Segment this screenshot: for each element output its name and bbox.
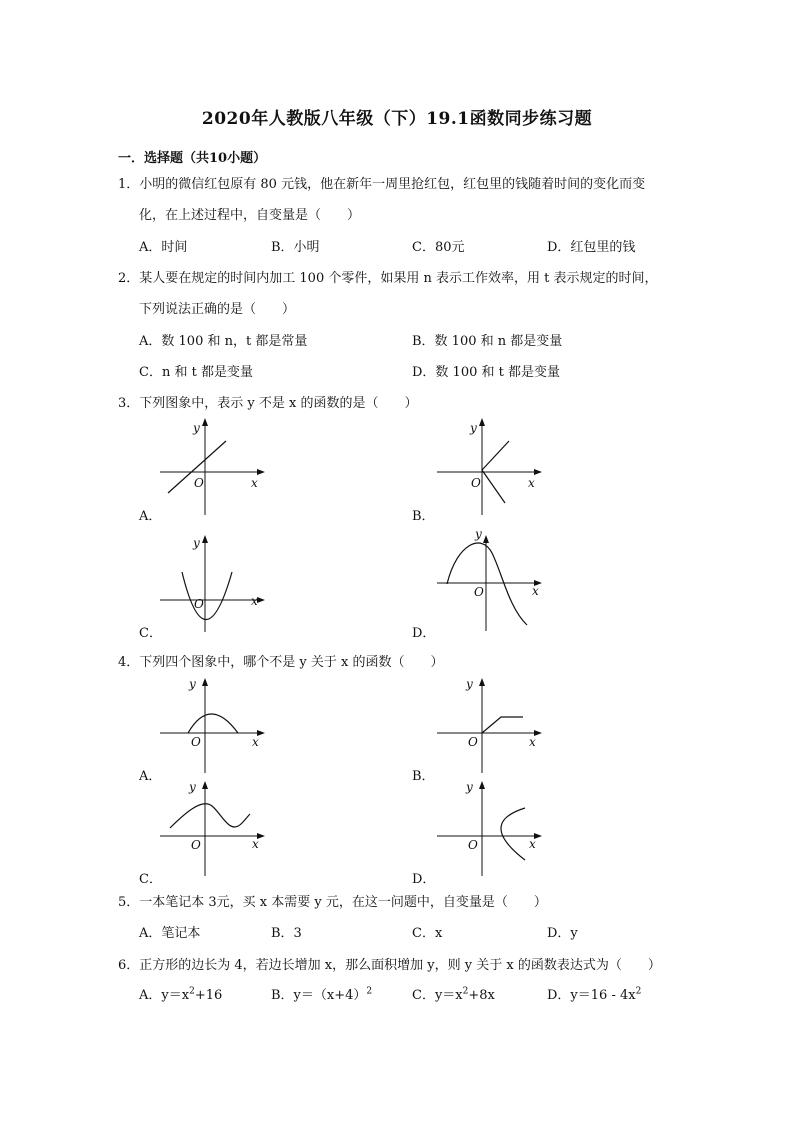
- x-axis-arrow: [257, 469, 265, 475]
- q4-option-a: A．: [139, 769, 162, 784]
- x-label: x: [252, 837, 259, 851]
- q4-graph-a: [160, 675, 270, 780]
- q4-option-b: B．: [412, 769, 435, 784]
- section-heading: 一．选择题（共10小题）: [118, 151, 267, 166]
- x-label: x: [529, 735, 536, 749]
- y-label: y: [466, 677, 473, 691]
- q6-option-a: A．$y=x^2+16$: [139, 986, 223, 1003]
- q4-graph-b: [437, 675, 547, 780]
- curve: [447, 543, 527, 625]
- question-6-line-1: 6．正方形的边长为 4，若边长增加 x，那么面积增加 y，则 y 关于 x 的函数表达式为（ ）: [118, 958, 661, 973]
- y-axis-arrow: [202, 418, 208, 426]
- y-axis-arrow: [479, 418, 485, 426]
- x-axis-arrow: [534, 469, 542, 475]
- y-label: y: [189, 780, 196, 794]
- origin-label: O: [471, 476, 481, 490]
- question-2-line-2: 下列说法正确的是（ ）: [139, 302, 296, 317]
- q6-option-b: B．$y=(x+4)^2$: [271, 986, 373, 1003]
- q6-option-d: D．$y=16 - 4x^2$: [547, 986, 642, 1003]
- origin-label: O: [468, 735, 478, 749]
- page-title: 2020年人教版八年级（下）19.1函数同步练习题: [201, 109, 593, 129]
- q2-option-b: B．数 100 和 n 都是变量: [412, 334, 563, 349]
- q5-option-c: C．x: [412, 926, 443, 941]
- curve: [501, 808, 525, 860]
- origin-label: O: [468, 838, 478, 852]
- x-label: x: [251, 594, 258, 608]
- y-axis-arrow: [202, 678, 208, 686]
- curve: [170, 804, 250, 828]
- y-axis-arrow: [479, 678, 485, 686]
- q1-option-a: A．时间: [139, 240, 188, 255]
- y-label: y: [470, 421, 477, 435]
- y-label: y: [189, 677, 196, 691]
- curve: [482, 717, 523, 733]
- question-5-line-1: 5．一本笔记本 3元，买 x 本需要 y 元，在这一问题中，自变量是（ ）: [118, 895, 547, 910]
- x-label: x: [528, 476, 535, 490]
- y-axis-arrow: [202, 781, 208, 789]
- q1-option-b: B．小明: [271, 240, 320, 255]
- x-axis-arrow: [257, 597, 265, 603]
- y-axis-arrow: [483, 535, 489, 543]
- question-1-line-2: 化，在上述过程中，自变量是（ ）: [139, 208, 361, 223]
- q5-option-b: B．3: [271, 926, 302, 941]
- q1-option-c: C．80元: [412, 240, 465, 255]
- q5-option-a: A．笔记本: [139, 926, 201, 941]
- origin-label: O: [474, 585, 484, 599]
- question-3-line-1: 3．下列图象中，表示 y 不是 x 的函数的是（ ）: [118, 396, 418, 411]
- q6-option-c: C．$y=x^2+8x$: [412, 986, 495, 1003]
- question-1-line-1: 1．小明的微信红包原有 80 元钱，他在新年一周里抢红包，红包里的钱随着时间的变化而变: [118, 177, 646, 192]
- question-2-line-1: 2．某人要在规定的时间内加工 100 个零件，如果用 n 表示工作效率，用 t 表示规定的时间，: [118, 271, 658, 286]
- question-4-line-1: 4．下列四个图象中，哪个不是 y 关于 x 的函数（ ）: [118, 655, 444, 670]
- x-label: x: [529, 837, 536, 851]
- q5-option-d: D．y: [547, 926, 578, 941]
- y-label: y: [475, 527, 482, 541]
- y-axis-arrow: [479, 781, 485, 789]
- q3-option-c: C．: [139, 626, 162, 641]
- q3-graph-c: [160, 532, 270, 637]
- q2-option-c: C．n 和 t 都是变量: [139, 365, 253, 380]
- q4-graph-d: [437, 778, 547, 883]
- q3-option-b: B．: [412, 509, 435, 524]
- q1-option-d: D．红包里的钱: [547, 240, 636, 255]
- q3-option-d: D．: [412, 626, 436, 641]
- y-label: y: [193, 536, 200, 550]
- x-label: x: [251, 476, 258, 490]
- origin-label: O: [191, 735, 201, 749]
- q2-option-d: D．数 100 和 t 都是变量: [412, 365, 560, 380]
- q3-graph-d: [437, 528, 547, 633]
- y-axis-arrow: [202, 535, 208, 543]
- q2-option-a: A．数 100 和 n，t 都是常量: [139, 334, 308, 349]
- q4-option-c: C．: [139, 872, 162, 887]
- q3-option-a: A．: [139, 509, 162, 524]
- curve: [182, 572, 232, 620]
- y-label: y: [193, 421, 200, 435]
- q3-graph-b: [437, 415, 547, 520]
- q4-option-d: D．: [412, 872, 436, 887]
- x-label: x: [532, 584, 539, 598]
- origin-label: O: [191, 838, 201, 852]
- q4-graph-c: [160, 778, 270, 883]
- x-label: x: [252, 735, 259, 749]
- origin-label: O: [194, 476, 204, 490]
- curve: [188, 714, 238, 733]
- q3-graph-a: [160, 415, 270, 520]
- origin-label: O: [194, 597, 204, 611]
- y-label: y: [466, 780, 473, 794]
